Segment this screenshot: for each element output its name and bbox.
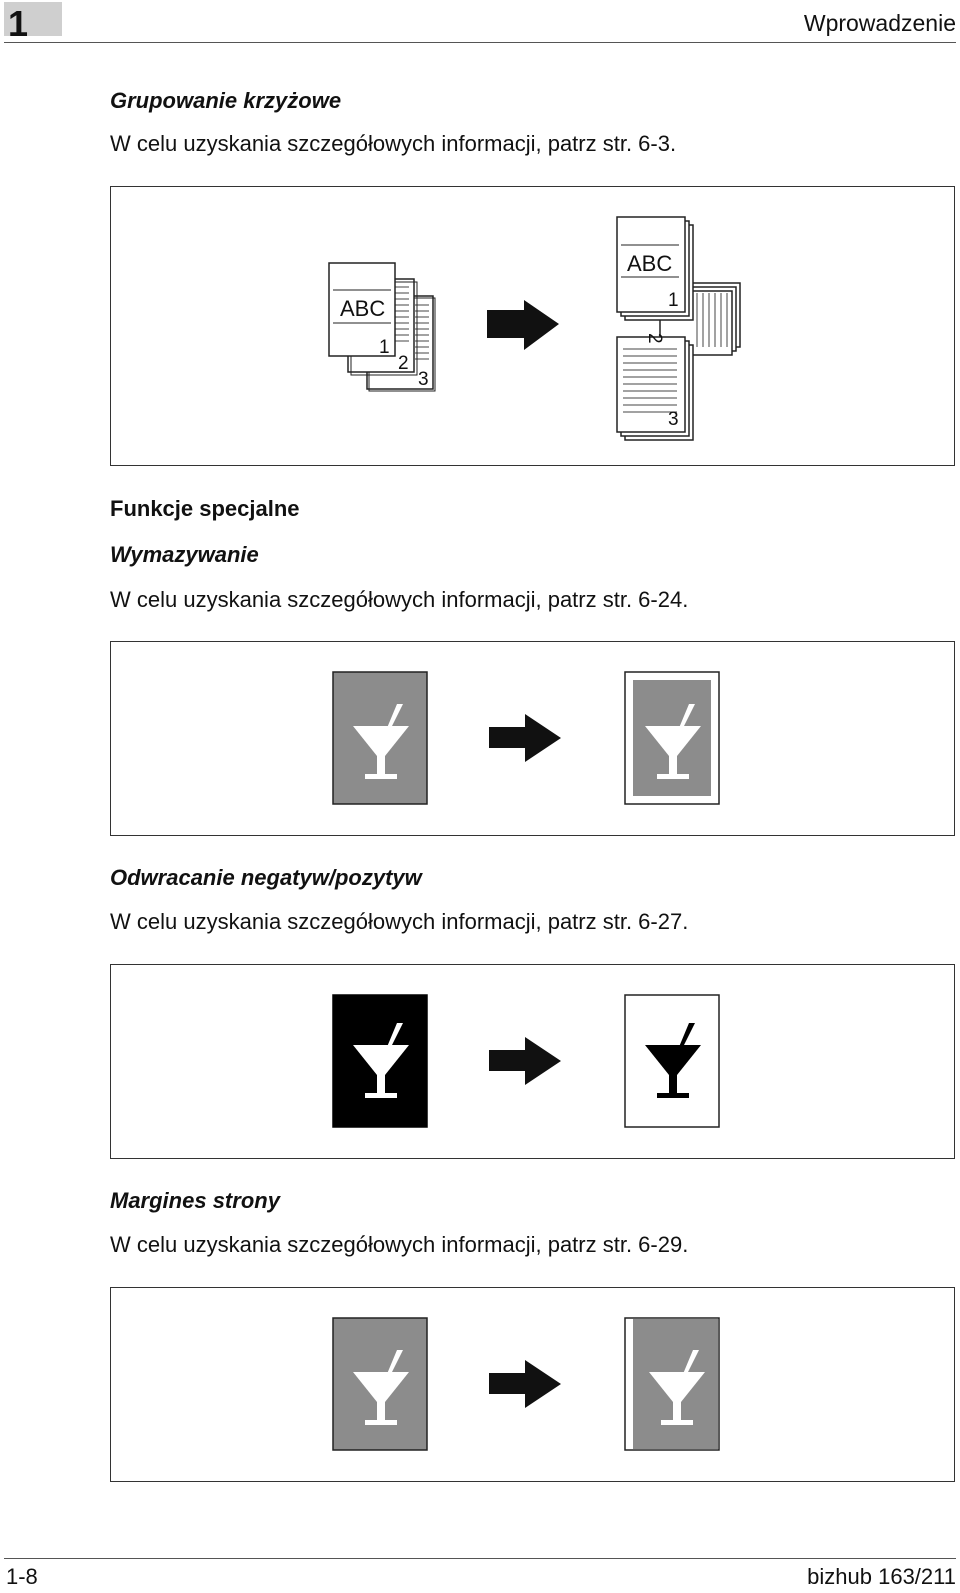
erase-illustration — [111, 642, 956, 837]
figure-erase — [110, 641, 955, 836]
output-page-2: 2 — [644, 333, 665, 344]
figure-cross-grouping — [110, 186, 955, 466]
page-number: 1-8 — [6, 1564, 38, 1589]
reference-page-margin: W celu uzyskania szczegółowych informacji, patrz str. 6-29. — [110, 1232, 689, 1257]
arrow-right-icon — [489, 1037, 561, 1085]
abc-label: ABC — [340, 296, 386, 321]
heading-page-margin: Margines strony — [110, 1188, 280, 1213]
footer-divider — [4, 1558, 956, 1559]
output-page-3: 3 — [668, 409, 679, 430]
product-name: bizhub 163/211 — [807, 1564, 956, 1589]
page-number-1: 1 — [379, 337, 390, 358]
arrow-right-icon — [487, 300, 559, 350]
output-abc-label: ABC — [627, 251, 673, 276]
figure-negative-positive — [110, 964, 955, 1159]
reference-cross-grouping: W celu uzyskania szczegółowych informacji, patrz str. 6-3. — [110, 131, 677, 156]
arrow-right-icon — [489, 714, 561, 762]
output-stacks-icon — [617, 217, 740, 440]
negative-positive-illustration — [111, 965, 956, 1160]
figure-page-margin — [110, 1287, 955, 1482]
heading-cross-grouping: Grupowanie krzyżowe — [110, 88, 342, 113]
arrow-right-icon — [489, 1360, 561, 1408]
heading-negative-positive: Odwracanie negatyw/pozytyw — [110, 865, 422, 890]
page-margin-illustration — [111, 1288, 956, 1483]
section-title: Wprowadzenie — [803, 10, 956, 36]
original-stack-icon — [329, 263, 435, 391]
heading-special-functions: Funkcje specjalne — [110, 496, 300, 521]
output-page-1: 1 — [668, 290, 679, 311]
page-number-3: 3 — [418, 369, 429, 390]
reference-erase: W celu uzyskania szczegółowych informacji, patrz str. 6-24. — [110, 587, 689, 612]
page-number-2: 2 — [398, 353, 409, 374]
chapter-number: 1 — [8, 3, 29, 44]
cross-grouping-illustration — [111, 187, 956, 467]
heading-erase: Wymazywanie — [110, 542, 259, 567]
header-divider — [4, 42, 956, 43]
reference-negative-positive: W celu uzyskania szczegółowych informacji, patrz str. 6-27. — [110, 909, 689, 934]
